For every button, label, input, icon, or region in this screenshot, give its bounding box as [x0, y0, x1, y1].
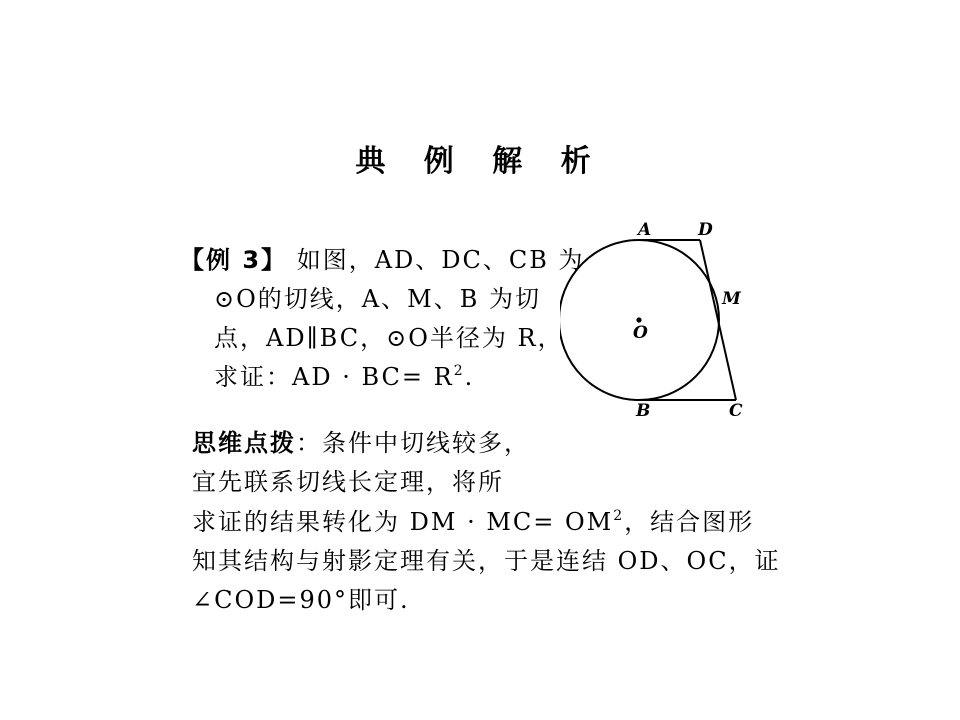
- hint-text-3-end: ，结合图形: [624, 508, 755, 536]
- center-point-o: [636, 317, 641, 322]
- label-d: D: [698, 220, 713, 240]
- label-a: A: [638, 220, 652, 240]
- label-c: C: [729, 401, 743, 421]
- hint-label: 思维点拨: [192, 429, 296, 457]
- example-superscript: 2: [453, 363, 465, 379]
- example-text-4-end: .: [464, 363, 475, 391]
- hint-text-3: 求证的结果转化为 DM · MC= OM: [192, 508, 614, 536]
- example-text-4: 求证：AD · BC= R: [214, 363, 454, 391]
- example-line-1: [180, 244, 585, 276]
- example-tag: 【例 3】: [180, 246, 288, 274]
- label-b: B: [636, 401, 651, 421]
- hint-line-3: [192, 506, 754, 538]
- hint-line-1: [192, 427, 530, 459]
- hint-superscript: 2: [613, 508, 625, 524]
- hint-text-1: ：条件中切线较多，: [296, 429, 530, 457]
- page-title: 典 例 解 析: [355, 144, 605, 179]
- tangent-dc: [700, 240, 736, 400]
- label-o: O: [633, 323, 648, 343]
- example-line-4: [214, 361, 474, 393]
- label-m: M: [722, 289, 741, 309]
- geometry-figure: [560, 212, 780, 424]
- example-line-3: 点，AD∥BC，⊙O半径为 R，: [214, 324, 564, 352]
- example-line-2: ⊙O的切线，A、M、B 为切: [214, 285, 541, 313]
- hint-line-2: 宜先联系切线长定理，将所: [192, 468, 504, 496]
- hint-line-5: ∠COD=90°即可.: [192, 586, 410, 614]
- hint-line-4: 知其结构与射影定理有关，于是连结 OD、OC，证: [192, 547, 781, 575]
- example-text-1: 如图，AD、DC、CB 为: [287, 246, 585, 274]
